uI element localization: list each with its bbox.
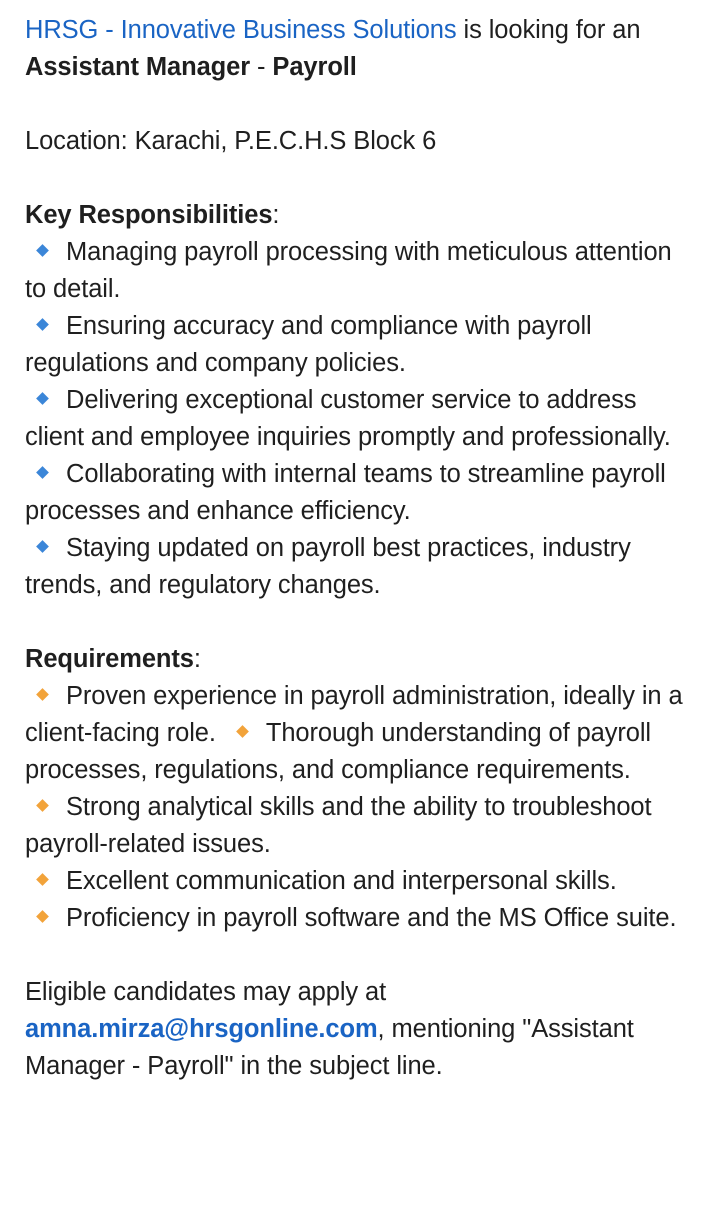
responsibilities-heading-line	[25, 197, 694, 234]
orange-diamond-icon	[36, 910, 49, 923]
blue-diamond-icon	[36, 244, 49, 257]
responsibility-item	[25, 456, 694, 530]
company-link[interactable]: HRSG - Innovative Business Solutions	[25, 16, 457, 44]
requirement-item	[25, 863, 694, 900]
apply-prefix: Eligible candidates may apply at	[25, 978, 387, 1006]
job-title	[25, 49, 694, 86]
responsibility-text: Collaborating with internal teams to streamline payroll processes and enhance efficiency.	[25, 460, 666, 525]
apply-email-link[interactable]: amna.mirza@hrsgonline.com	[25, 1015, 378, 1043]
intro-suffix: is looking for an	[456, 16, 641, 44]
orange-diamond-icon	[36, 873, 49, 886]
intro-line	[25, 12, 694, 49]
blue-diamond-icon	[36, 392, 49, 405]
requirement-item	[25, 678, 694, 789]
requirements-heading: Requirements	[25, 645, 194, 673]
requirement-item	[25, 900, 694, 937]
blue-diamond-icon	[36, 466, 49, 479]
requirement-text: Strong analytical skills and the ability to troubleshoot payroll-related issues.	[25, 793, 652, 858]
requirement-text: Excellent communication and interpersonal skills.	[66, 867, 617, 895]
requirements-colon: :	[193, 645, 201, 673]
requirement-item	[25, 789, 694, 863]
responsibilities-colon: :	[272, 201, 280, 229]
responsibility-text: Staying updated on payroll best practices, industry trends, and regulatory changes.	[25, 534, 631, 599]
blue-diamond-icon	[36, 540, 49, 553]
job-title-part2: Payroll	[272, 53, 357, 81]
requirements-heading-line	[25, 641, 694, 678]
orange-diamond-icon	[236, 725, 249, 738]
apply-text	[25, 974, 694, 1085]
responsibility-text: Ensuring accuracy and compliance with payroll regulations and company policies.	[25, 312, 592, 377]
requirement-text: Thorough understanding of payroll processes, regulations, and compliance requirements.	[25, 719, 651, 784]
job-title-part1: Assistant Manager	[25, 53, 251, 81]
blue-diamond-icon	[36, 318, 49, 331]
responsibility-item	[25, 530, 694, 604]
apply-suffix: , mentioning "Assistant Manager - Payroll" in the subject line.	[25, 1015, 634, 1080]
orange-diamond-icon	[36, 688, 49, 701]
requirement-text: Proficiency in payroll software and the MS Office suite.	[66, 904, 677, 932]
responsibility-item	[25, 234, 694, 308]
responsibility-item	[25, 308, 694, 382]
requirement-text: Proven experience in payroll administration, ideally in a client-facing role.	[25, 682, 683, 747]
responsibility-text: Delivering exceptional customer service to address client and employee inquiries promptly and professionally.	[25, 386, 671, 451]
responsibility-text: Managing payroll processing with meticulous attention to detail.	[25, 238, 672, 303]
job-title-separator: -	[250, 53, 273, 81]
responsibilities-heading: Key Responsibilities	[25, 201, 273, 229]
location-text: Location: Karachi, P.E.C.H.S Block 6	[25, 127, 437, 155]
responsibility-item	[25, 382, 694, 456]
orange-diamond-icon	[36, 799, 49, 812]
